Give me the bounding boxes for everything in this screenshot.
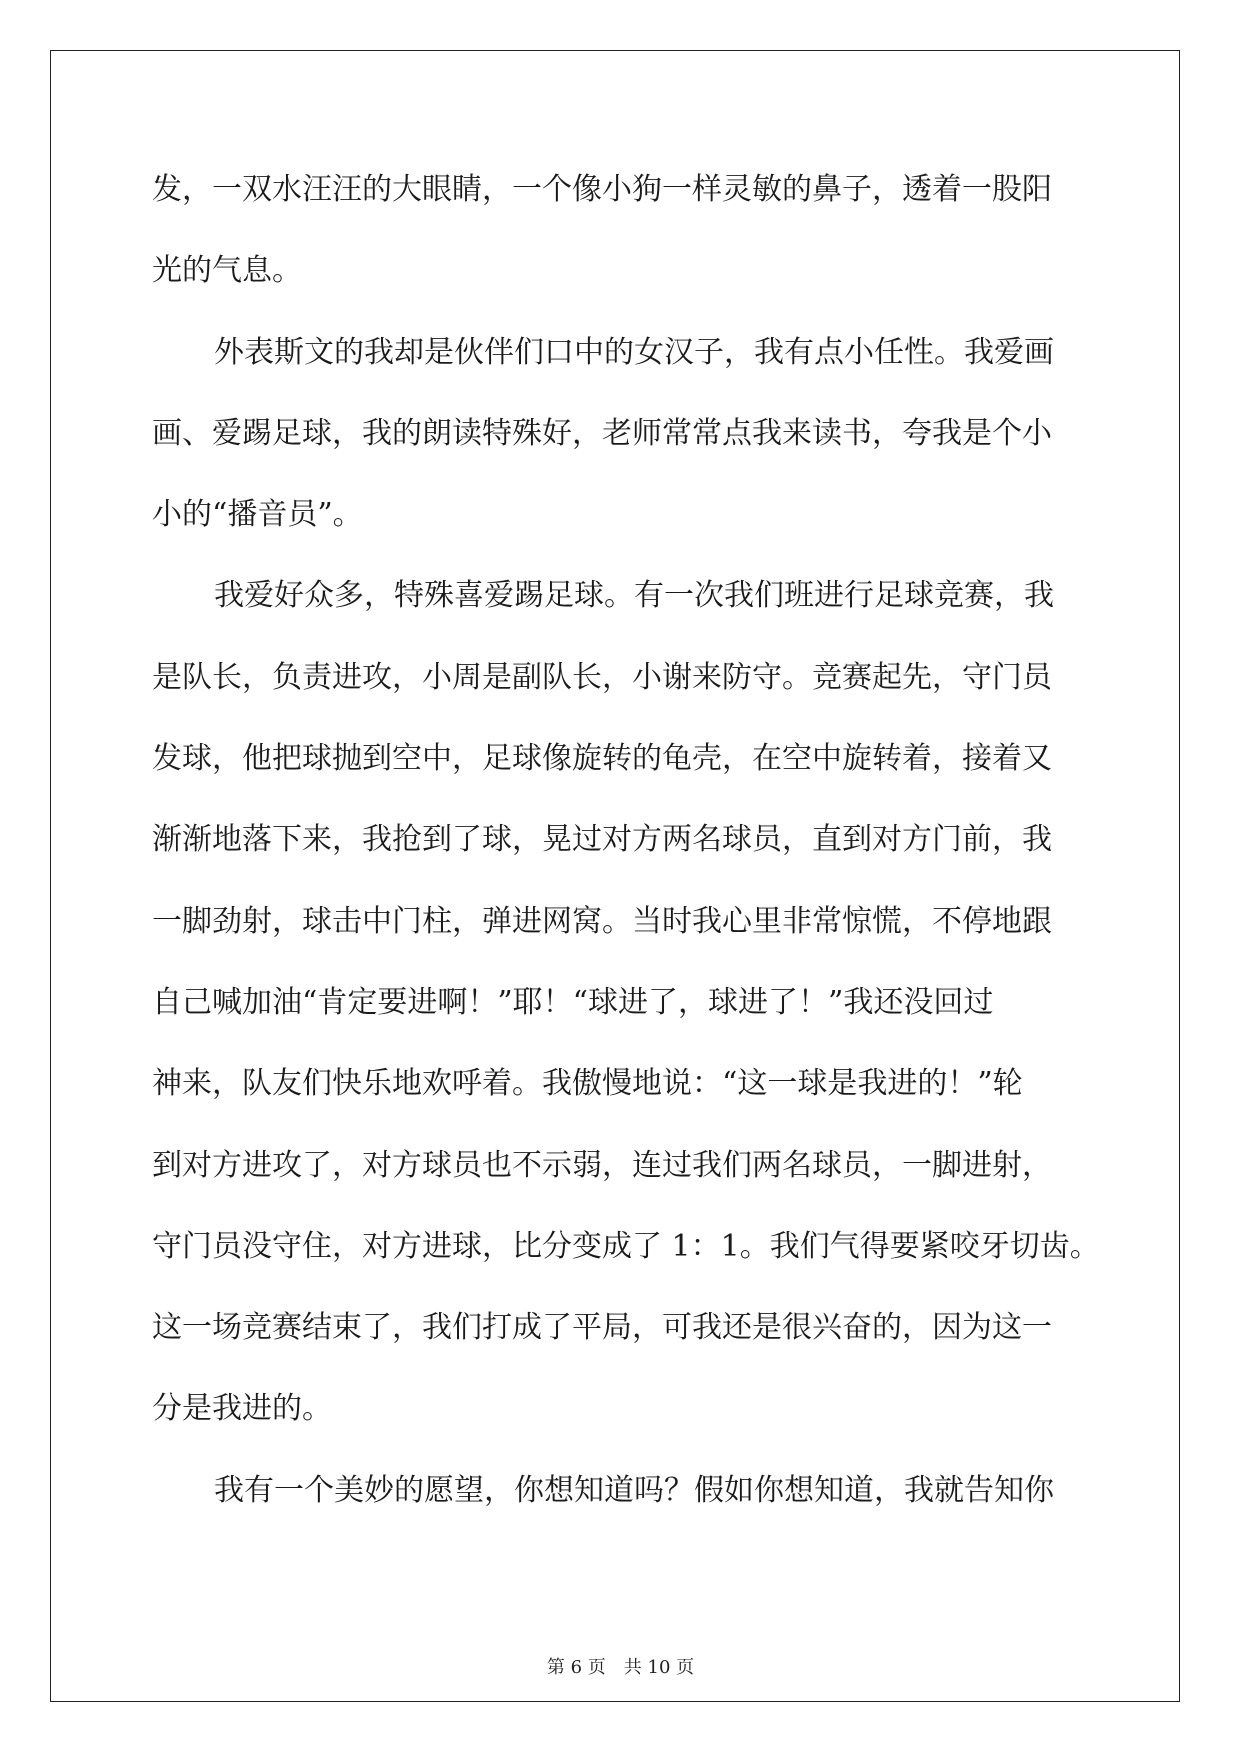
text-line: 自己喊加油“肯定要进啊！”耶！“球进了，球进了！”我还没回过 — [152, 984, 994, 1020]
text-line: 这一场竞赛结束了，我们打成了平局，可我还是很兴奋的，因为这一 — [152, 1310, 1052, 1346]
text-line: 光的气息。 — [152, 253, 302, 289]
text-line: 神来，队友们快乐地欢呼着。我傲慢地说：“这一球是我进的！”轮 — [152, 1066, 1023, 1102]
paragraph-start-line: 外表斯文的我却是伙伴们口中的女汉子，我有点小任性。我爱画 — [214, 334, 1054, 370]
page-number-footer: 第 6 页 共 10 页 — [546, 1657, 695, 1678]
paragraph-start-line: 我有一个美妙的愿望，你想知道吗？假如你想知道，我就告知你 — [214, 1472, 1054, 1508]
document-body — [152, 160, 1100, 1542]
text-line: 发，一双水汪汪的大眼睛，一个像小狗一样灵敏的鼻子，透着一股阳 — [152, 172, 1052, 207]
text-line: 分是我进的。 — [152, 1391, 332, 1427]
text-line: 守门员没守住，对方进球，比分变成了 1：1。我们气得要紧咬牙切齿。 — [152, 1228, 1100, 1264]
text-line: 画、爱踢足球，我的朗读特殊好，老师常常点我来读书，夸我是个小 — [152, 415, 1052, 451]
text-line: 是队长，负责进攻，小周是副队长，小谢来防守。竞赛起先，守门员 — [152, 659, 1052, 695]
text-line: 渐渐地落下来，我抢到了球，晃过对方两名球员，直到对方门前，我 — [152, 822, 1052, 858]
paragraph-start-line: 我爱好众多，特殊喜爱踢足球。有一次我们班进行足球竞赛，我 — [214, 578, 1054, 614]
text-line: 小的“播音员”。 — [152, 497, 363, 533]
text-line: 到对方进攻了，对方球员也不示弱，连过我们两名球员，一脚进射， — [152, 1147, 1052, 1183]
text-line: 发球，他把球抛到空中，足球像旋转的龟壳，在空中旋转着，接着又 — [152, 741, 1052, 777]
text-line: 一脚劲射，球击中门柱，弹进网窝。当时我心里非常惊慌，不停地跟 — [152, 903, 1052, 939]
